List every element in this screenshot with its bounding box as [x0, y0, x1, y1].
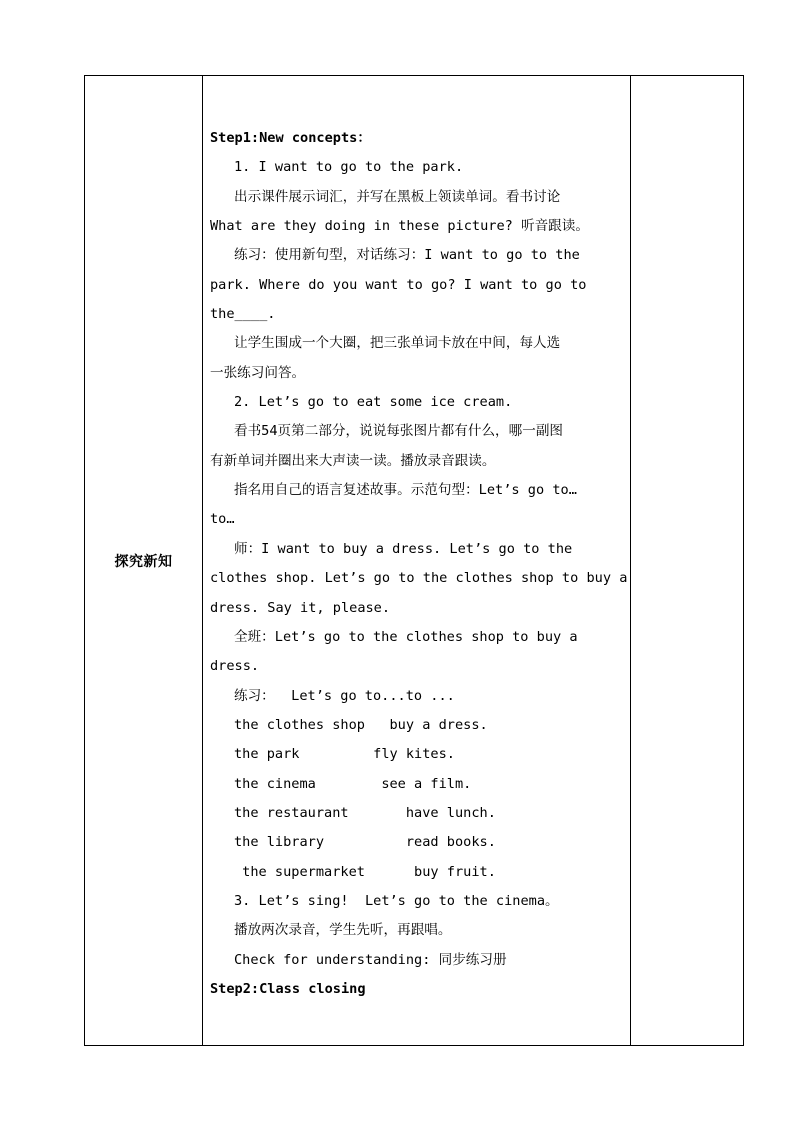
content-line: clothes shop. Let’s go to the clothes shop to buy a: [210, 570, 628, 587]
content-line: 看书54页第二部分，说说每张图片都有什么，哪一副图: [234, 423, 564, 440]
content-line: 让学生围成一个大圈，把三张单词卡放在中间，每人选: [234, 335, 561, 352]
content-line: 1. I want to go to the park.: [234, 159, 464, 176]
content-line: the clothes shop buy a dress.: [234, 716, 488, 733]
content-line: the cinema see a film.: [234, 775, 472, 792]
notes-cell: [631, 76, 744, 1046]
content-line: 一张练习问答。: [210, 364, 306, 381]
lesson-content: [203, 124, 630, 1004]
content-cell: [203, 76, 631, 1046]
content-line: 有新单词并圈出来大声读一读。播放录音跟读。: [210, 452, 496, 469]
content-line: the park fly kites.: [234, 746, 455, 763]
step-heading: Step1:New concepts：: [210, 130, 371, 146]
section-label-cell: [85, 76, 203, 1046]
top-spacer: [203, 76, 630, 124]
content-line: to…: [210, 511, 235, 528]
content-line: 2. Let’s go to eat some ice cream.: [234, 394, 513, 411]
content-line: 出示课件展示词汇，并写在黑板上领读单词。看书讨论: [234, 188, 561, 205]
content-line: 播放两次录音，学生先听，再跟唱。: [234, 922, 452, 939]
section-label: 探究新知: [114, 553, 173, 570]
content-line: 练习：使用新句型，对话练习：I want to go to the: [234, 247, 580, 264]
content-line: the supermarket buy fruit.: [234, 863, 496, 880]
content-line: dress. Say it, please.: [210, 599, 391, 616]
content-line: park. Where do you want to go? I want to go to: [210, 276, 587, 293]
content-line: 指名用自己的语言复述故事。示范句型：Let’s go to…: [234, 482, 577, 499]
table-row: [85, 76, 744, 1046]
content-line: the____.: [210, 306, 276, 323]
content-line: 全班：Let’s go to the clothes shop to buy a: [234, 628, 578, 645]
content-line: the restaurant have lunch.: [234, 804, 496, 821]
content-line: 师：I want to buy a dress. Let’s go to the: [234, 540, 573, 557]
step-heading: Step2:Class closing: [210, 980, 366, 997]
content-line: 练习： Let’s go to...to ...: [234, 687, 455, 704]
content-line: dress.: [210, 658, 260, 675]
content-line: Check for understanding: 同步练习册: [234, 951, 507, 968]
content-line: 3. Let’s sing! Let’s go to the cinema。: [234, 892, 559, 909]
content-line: the library read books.: [234, 834, 496, 851]
content-line: What are they doing in these picture? 听音跟读。: [210, 218, 589, 235]
lesson-plan-table: [84, 75, 744, 1046]
